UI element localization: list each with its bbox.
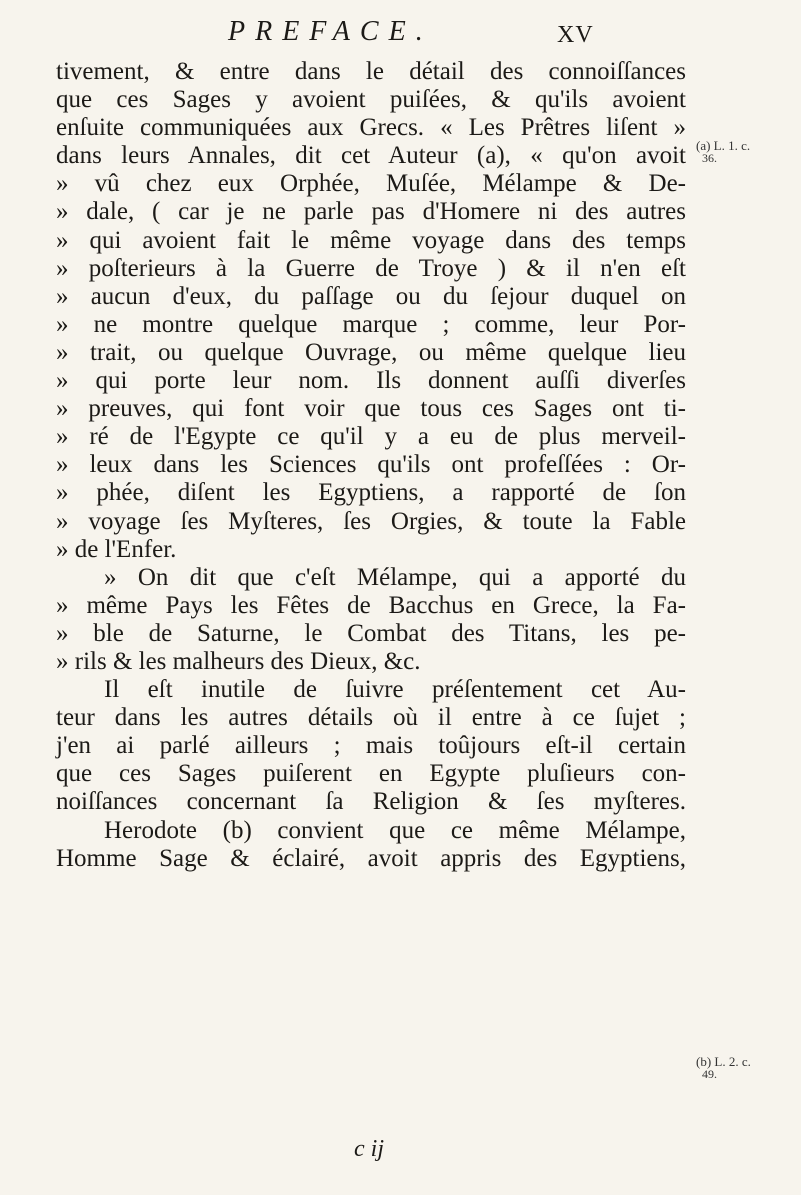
margin-note-a <box>696 138 750 166</box>
text-line: » ble de Saturne, le Combat des Titans, les pe- <box>56 619 686 647</box>
text-line: Homme Sage & éclairé, avoit appris des Egyptiens, <box>56 844 686 872</box>
text-line: » ne montre quelque marque ; comme, leur Por- <box>56 310 686 338</box>
margin-note-sub: 36. <box>702 151 717 165</box>
text-line: Il eſt inutile de ſuivre préſentement cet Au- <box>104 676 686 704</box>
page-number: XV <box>557 22 594 48</box>
margin-note-ref: (b) L. 2. c. <box>696 1054 751 1069</box>
text-line: que ces Sages y avoient puiſées, & qu'ils avoient <box>56 86 686 114</box>
text-line: » phée, diſent les Egyptiens, a rapporté de ſon <box>56 479 686 507</box>
text-line: » dale, ( car je ne parle pas d'Homere ni des autres <box>56 198 686 226</box>
text-line: » leux dans les Sciences qu'ils ont profeſſées : Or- <box>56 451 686 479</box>
text-line: » poſterieurs à la Guerre de Troye ) & il n'en eſt <box>56 254 686 282</box>
running-header-title: PREFACE. <box>228 16 433 47</box>
body-text <box>56 58 686 873</box>
text-line: » rils & les malheurs des Dieux, &c. <box>56 647 421 675</box>
signature-mark: c ij <box>354 1136 384 1162</box>
text-line: que ces Sages puiſerent en Egypte pluſieurs con- <box>56 760 686 788</box>
text-line: tivement, & entre dans le détail des connoiſſances <box>56 58 686 85</box>
text-line: » trait, ou quelque Ouvrage, ou même quelque lieu <box>56 338 686 366</box>
text-line: noiſſances concernant ſa Religion & ſes myſteres. <box>56 788 686 816</box>
text-line: enſuite communiquées aux Grecs. « Les Prêtres liſent » <box>56 114 686 142</box>
margin-note-ref: (a) L. 1. c. <box>696 138 751 153</box>
text-line: » aucun d'eux, du paſſage ou du ſejour duquel on <box>56 282 686 310</box>
text-line: » même Pays les Fêtes de Bacchus en Grece, la Fa- <box>56 591 686 619</box>
text-line: Herodote (b) convient que ce même Mélampe, <box>104 816 686 844</box>
margin-note-b <box>696 1054 751 1082</box>
text-line: » vû chez eux Orphée, Muſée, Mélampe & De- <box>56 170 686 198</box>
margin-note-sub: 49. <box>702 1067 717 1081</box>
text-line: » ré de l'Egypte ce qu'il y a eu de plus merveil- <box>56 423 686 451</box>
text-line: » On dit que c'eſt Mélampe, qui a apporté du <box>104 563 686 591</box>
text-line: dans leurs Annales, dit cet Auteur (a), « qu'on avoit <box>56 142 686 170</box>
text-line: » voyage ſes Myſteres, ſes Orgies, & toute la Fable <box>56 507 686 535</box>
text-line: » qui porte leur nom. Ils donnent auſſi diverſes <box>56 367 686 395</box>
text-line: » de l'Enfer. <box>56 535 177 563</box>
text-line: teur dans les autres détails où il entre à ce ſujet ; <box>56 704 686 732</box>
text-line: » preuves, qui font voir que tous ces Sages ont ti- <box>56 395 686 423</box>
text-line: » qui avoient fait le même voyage dans des temps <box>56 226 686 254</box>
text-line: j'en ai parlé ailleurs ; mais toûjours eſt-il certain <box>56 732 686 760</box>
